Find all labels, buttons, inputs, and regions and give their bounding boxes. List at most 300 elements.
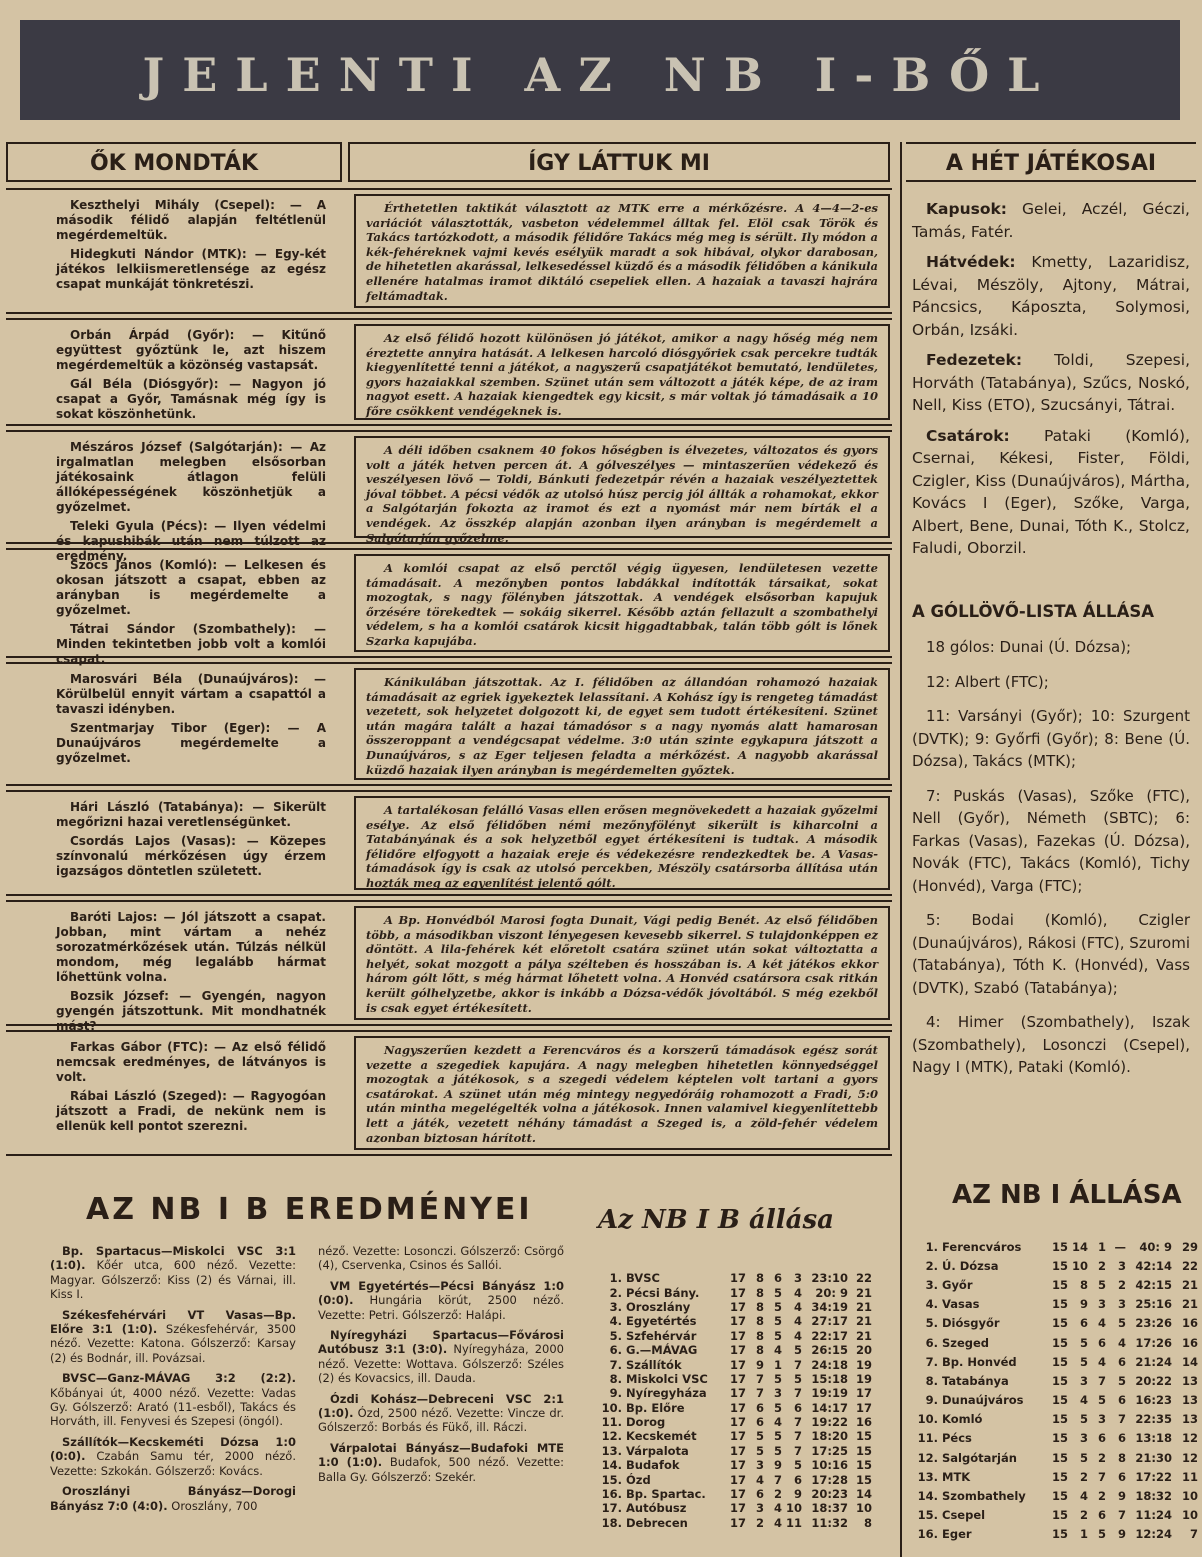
standings-cell: 20: [856, 1343, 873, 1358]
coach-quote: Szőcs János (Komló): — Lelkesen és okosan játszott a csapat, ebben az arányban is megérdemelte a győzelmet.: [56, 558, 326, 617]
standings-cell: 15: [1051, 1316, 1068, 1331]
standings-cell: 6: [1098, 1431, 1107, 1446]
standings-cell: 17:28: [811, 1472, 849, 1487]
standings-row: [598, 1300, 874, 1314]
team-name: Nyíregyháza: [626, 1386, 707, 1401]
standings-cell: 1: [773, 1357, 782, 1372]
match-row: [6, 900, 892, 1033]
match-result-body: Kőbányai út, 4000 néző. Vezette: Vadas Gy. Gólszerző: Arató (11-esből), Takács és Horváth, ill. Fenyvesi és Szepesi (öngól).: [50, 1385, 296, 1429]
standings-cell: 14:17: [811, 1400, 849, 1415]
standings-cell: 15: [1051, 1527, 1068, 1542]
standings-row: [914, 1371, 1200, 1390]
standings-cell: 17: [729, 1314, 746, 1329]
standings-cell: 3: [794, 1271, 803, 1286]
match-report: Kánikulában játszottak. Az I. félidőben az állandóan rohamozó hazaiak támadásait az egriek igyekeztek lelassítani. A Kohász így is rengeteg támadást vezetett, sok helyzetet dolgozott ki, de egyet sem tudott értékesíteni. Szünet után magára talált a hazai támadósor s a nagy nyomás alatt hamarosan összeroppant a vendégcsapat védelme. 3:0 után szinte egykapura játszott a Dunaújváros, s az Eger teljesen feladta a mérkőzést. A nagyobb akarással küzdő hazaiak ilyen arányban is megérdemelten győztek.: [354, 668, 890, 780]
match-row: [6, 318, 892, 426]
standings-cell: 21: [856, 1328, 873, 1343]
standings-cell: 4.: [609, 1314, 622, 1329]
standings-cell: 4: [773, 1415, 782, 1430]
scorer-line: 11: Varsányi (Győr); 10: Szurgent (DVTK); 9: Győrfi (Győr); 8: Bene (Ú. Dózsa), Takács (MTK);: [912, 707, 1190, 770]
standings-cell: 4: [794, 1314, 803, 1329]
match-row: [6, 1030, 892, 1156]
standings-cell: 3: [1098, 1297, 1107, 1312]
coach-quotes: [56, 672, 326, 770]
team-name: Kecskemét: [626, 1429, 697, 1444]
standings-cell: 15: [1051, 1239, 1068, 1254]
standings-cell: 3: [1118, 1258, 1127, 1273]
match-result: [50, 1244, 296, 1302]
standings-cell: 7: [1118, 1412, 1127, 1427]
standings-cell: 10: [856, 1501, 873, 1516]
scorers-title: A GÓLLÖVŐ-LISTA ÁLLÁSA: [912, 602, 1154, 621]
standings-row: [914, 1525, 1200, 1544]
standings-cell: 8: [1118, 1450, 1127, 1465]
match-result-body: Czabán Samu tér, 2000 néző. Vezette: Szkokán. Gólszerző: Kovács.: [50, 1449, 296, 1478]
standings-cell: 4: [755, 1472, 764, 1487]
standings-cell: 4: [1098, 1354, 1107, 1369]
standings-cell: 40: 9: [1139, 1239, 1173, 1254]
standings-cell: 17: [729, 1386, 746, 1401]
team-name: Szállítók: [626, 1357, 682, 1372]
standings-cell: 20:22: [1135, 1373, 1173, 1388]
standings-cell: 16: [1182, 1316, 1199, 1331]
standings-cell: 7: [794, 1415, 803, 1430]
standings-cell: 21: [856, 1285, 873, 1300]
match-result-body: Ózd, 2500 néző. Vezette: Vincze dr. Gólszerző: Borbás és Fükő, ill. Ráczi.: [318, 1406, 565, 1435]
coach-quote: Csordás Lajos (Vasas): — Közepes színvonalú mérkőzésen úgy érzem igazságos döntetlen született.: [56, 834, 326, 878]
standings-cell: 8.: [925, 1373, 938, 1388]
team-name: MTK: [942, 1469, 971, 1484]
standings-cell: 2: [1098, 1450, 1107, 1465]
standings-cell: 5: [1080, 1450, 1089, 1465]
standings-cell: 17: [729, 1357, 746, 1372]
standings-cell: 15.: [917, 1508, 938, 1523]
standings-cell: 6: [794, 1400, 803, 1415]
match-result-head: Székesfehérvári VT Vasas—Bp. Előre 3:1 (1:0).: [50, 1307, 296, 1337]
standings-cell: 13.: [917, 1469, 938, 1484]
standings-cell: 4: [773, 1343, 782, 1358]
standings-cell: 21:30: [1135, 1450, 1173, 1465]
column-header-said: ŐK MONDTÁK: [6, 142, 342, 182]
standings-cell: 14.: [917, 1489, 938, 1504]
standings-cell: 7: [794, 1357, 803, 1372]
standings-row: [914, 1256, 1200, 1275]
standings-row: [598, 1271, 874, 1285]
standings-cell: 5: [773, 1429, 782, 1444]
standings-cell: 15: [1051, 1508, 1068, 1523]
scorer-line: 12: Albert (FTC);: [926, 672, 1049, 691]
team-name: Autóbusz: [626, 1501, 687, 1516]
scorer-line: 18 gólos: Dunai (Ú. Dózsa);: [926, 638, 1132, 656]
team-name: Szfehérvár: [626, 1328, 697, 1343]
team-name: Csepel: [942, 1508, 986, 1523]
standings-cell: 19:19: [811, 1386, 849, 1401]
standings-row: [598, 1401, 874, 1415]
match-result: [50, 1435, 296, 1478]
standings-cell: 22: [856, 1271, 873, 1286]
standings-cell: 15: [1051, 1489, 1068, 1504]
standings-cell: 12:24: [1135, 1527, 1173, 1542]
standings-cell: 6.: [609, 1343, 622, 1358]
standings-cell: 7: [1190, 1527, 1199, 1542]
standings-cell: 8: [755, 1343, 764, 1358]
standings-row: [598, 1472, 874, 1486]
standings-cell: 5.: [609, 1328, 622, 1343]
standings-cell: 6: [1080, 1316, 1089, 1331]
standings-cell: 17: [729, 1458, 746, 1473]
standings-row: [598, 1429, 874, 1443]
standings-cell: 17: [729, 1271, 746, 1286]
standings-cell: 7: [1098, 1469, 1107, 1484]
standings-cell: 10.: [601, 1400, 622, 1415]
standings-cell: 3: [755, 1458, 764, 1473]
standings-cell: 9.: [609, 1386, 622, 1401]
team-name: Várpalota: [626, 1443, 689, 1458]
nbi-standings-table: [914, 1237, 1200, 1544]
standings-cell: 5: [1098, 1277, 1107, 1292]
standings-cell: 17.: [601, 1501, 622, 1516]
coach-quote: Marosvári Béla (Dunaújváros): — Körülbelül ennyit vártam a csapattól a tavaszi idényben.: [56, 672, 326, 716]
standings-cell: 4: [794, 1285, 803, 1300]
standings-cell: 15: [856, 1458, 873, 1473]
player-group-names: Kmetty, Lazaridisz, Lévai, Mészöly, Ajtony, Mátrai, Páncsics, Káposzta, Solymosi, Orbán, Izsáki.: [912, 253, 1190, 339]
standings-cell: 22:35: [1135, 1412, 1173, 1427]
standings-cell: 15: [1051, 1431, 1068, 1446]
standings-cell: 4: [1118, 1335, 1127, 1350]
standings-cell: 42:14: [1135, 1258, 1173, 1273]
standings-cell: 7: [1118, 1508, 1127, 1523]
standings-cell: 18:32: [1135, 1489, 1173, 1504]
standings-cell: 10: [786, 1501, 803, 1516]
match-result-head: Várpalotai Bányász—Budafoki MTE 1:0 (1:0).: [318, 1440, 564, 1470]
standings-cell: 27:17: [811, 1314, 849, 1329]
standings-cell: 5: [755, 1429, 764, 1444]
standings-cell: 6: [794, 1472, 803, 1487]
standings-cell: 7: [1098, 1373, 1107, 1388]
team-name: Vasas: [942, 1297, 980, 1312]
standings-cell: 1: [1080, 1527, 1089, 1542]
standings-cell: 4: [773, 1501, 782, 1516]
standings-cell: 9: [773, 1458, 782, 1473]
standings-cell: 7: [755, 1386, 764, 1401]
nbib-table-title: Az NB I B állása: [598, 1205, 834, 1235]
match-result-body: Nyíregyháza, 2000 néző. Vezette: Wottava. Gólszerző: Széles (2) és Kovacsics, ill. Dauda.: [318, 1342, 564, 1386]
team-name: Bp. Honvéd: [942, 1354, 1017, 1369]
standings-cell: 14: [856, 1487, 873, 1502]
standings-cell: 23:26: [1135, 1316, 1173, 1331]
coach-quote: Bozsik József: — Gyengén, nagyon gyengén játszottunk. Mit mondhatnék mást?: [56, 989, 326, 1033]
standings-cell: 10: [1072, 1258, 1089, 1273]
standings-cell: 4: [773, 1515, 782, 1530]
standings-row: [914, 1391, 1200, 1410]
nbi-table-title: AZ NB I ÁLLÁSA: [952, 1180, 1182, 1210]
standings-cell: 15: [1051, 1258, 1068, 1273]
team-name: Szombathely: [942, 1489, 1026, 1504]
match-result-head: BVSC—Ganz-MÁVAG 3:2 (2:2).: [62, 1371, 296, 1386]
standings-cell: 15: [1051, 1297, 1068, 1312]
standings-cell: 17: [729, 1299, 746, 1314]
standings-cell: 5: [773, 1371, 782, 1386]
standings-cell: 5: [773, 1314, 782, 1329]
standings-cell: 20:23: [811, 1487, 849, 1502]
standings-cell: 15.: [601, 1472, 622, 1487]
standings-cell: 6: [755, 1487, 764, 1502]
scorer-line: 5: Bodai (Komló), Czigler (Dunaújváros), Rákosi (FTC), Szuromi (Tatabánya), Tóth K. (Honvéd), Vass (DVTK), Szabó (Tatabánya);: [912, 911, 1190, 997]
player-group-label: Hátvédek:: [926, 253, 1016, 271]
standings-cell: 5: [773, 1285, 782, 1300]
standings-cell: 17: [729, 1515, 746, 1530]
standings-cell: 1: [1098, 1239, 1107, 1254]
standings-row: [598, 1415, 874, 1429]
standings-cell: —: [1114, 1239, 1127, 1254]
coach-quote: Gál Béla (Diósgyőr): — Nagyon jó csapat a Győr, Tamásnak még így is sokat köszönhetünk.: [56, 377, 326, 421]
standings-cell: 17: [856, 1386, 873, 1401]
standings-cell: 6: [755, 1415, 764, 1430]
team-name: Pécsi Bány.: [626, 1285, 700, 1300]
coach-quote: Keszthelyi Mihály (Csepel): — A második félidő alapján feltétlenül megérdemeltük.: [56, 198, 326, 242]
standings-cell: 15: [1051, 1450, 1068, 1465]
match-result-body: néző. Vezette: Losonczi. Gólszerző: Csörgő (4), Cservenka, Csinos és Sallói.: [318, 1244, 564, 1273]
standings-cell: 3: [1118, 1297, 1127, 1312]
standings-cell: 6: [1098, 1335, 1107, 1350]
coach-quotes: [56, 1040, 326, 1138]
standings-cell: 1.: [609, 1271, 622, 1286]
match-result-head: Bp. Spartacus—Miskolci VSC 3:1 (1:0).: [50, 1244, 296, 1273]
nbib-results-title: AZ NB I B EREDMÉNYEI: [86, 1192, 533, 1227]
standings-cell: 5: [1118, 1316, 1127, 1331]
standings-cell: 2: [1098, 1258, 1107, 1273]
match-report: Az első félidő hozott különösen jó játékot, amikor a nagy hőség még nem éreztette annyira hatását. A lelkesen harcoló diósgyőriek csak percekre tudták kiegyenlítetté tenni a játékot, a nagyszerű csapatjátékot bemutató, lendületes, gyors hazaiakkal szemben. Szünet után sem változott a játék képe, de az iram nagyot esett. A hazaiak kiengedtek egy kicsit, s már voltak jó támadásaik a 10 főre csökkent vendégeknek is.: [354, 324, 890, 420]
team-name: Ú. Dózsa: [942, 1258, 999, 1273]
team-name: Ferencváros: [942, 1239, 1022, 1254]
standings-cell: 13: [1182, 1373, 1199, 1388]
scorers-list: [912, 636, 1190, 1091]
team-name: BVSC: [626, 1271, 660, 1286]
team-name: Komló: [942, 1412, 983, 1427]
standings-cell: 7.: [609, 1357, 622, 1372]
standings-cell: 4: [794, 1299, 803, 1314]
standings-cell: 5: [1080, 1335, 1089, 1350]
standings-cell: 5: [773, 1299, 782, 1314]
match-result: [50, 1484, 296, 1513]
standings-cell: 2: [1080, 1469, 1089, 1484]
match-result: [318, 1279, 564, 1322]
match-result-head: Oroszlányi Bányász—Dorogi Bányász 7:0 (4:0).: [50, 1484, 296, 1513]
standings-cell: 19:22: [811, 1415, 849, 1430]
standings-cell: 21:24: [1135, 1354, 1173, 1369]
standings-row: [598, 1487, 874, 1501]
standings-cell: 4.: [925, 1297, 938, 1312]
standings-cell: 1.: [925, 1239, 938, 1254]
standings-cell: 12: [1182, 1450, 1199, 1465]
standings-cell: 15: [856, 1472, 873, 1487]
standings-cell: 21: [856, 1299, 873, 1314]
standings-cell: 15: [1051, 1393, 1068, 1408]
match-report: Érthetetlen taktikát választott az MTK erre a mérkőzésre. A 4—4—2-es variációt választották, vasbeton védelemmel álltak fel. Elöl csak Török és Takács tartózkodott, a második félidőre Takács még meg is sérült. Ily módon a kék-fehéreknek vajmi kevés esélyük maradt a sok hibával, olykor darabosan, de hihetetlen akarással, lelkesedéssel küzdő és a második félidőben a kánikula ellenére hatalmas iramot diktáló csepeliek ellen. A hazaiak a tavaszi hajrára feltámadtak.: [354, 194, 890, 308]
player-group-names: Toldi, Szepesi, Horváth (Tatabánya), Szűcs, Noskó, Nell, Kiss (ETO), Szucsányi, Tátrai.: [912, 351, 1190, 414]
team-name: Bp. Spartac.: [626, 1487, 706, 1502]
match-report: A komlói csapat az első perctől végig ügyesen, lendületesen vezette támadásait. A mezőnyben pontos labdákkal indították társaikat, sokat mozogtak, s nagy fölényben játszottak. A vendégek elsősorban kapujuk őrzésére törekedtek — sokáig sikerrel. Később aztán fellazult a szombathelyi védelem, s ha a komlói csatárok kicsit higgadtabbak, talán több gólt is lőnek Szarka kapujába.: [354, 554, 890, 652]
standings-cell: 5: [1098, 1393, 1107, 1408]
standings-cell: 14.: [601, 1458, 622, 1473]
standings-cell: 10:16: [811, 1458, 849, 1473]
standings-cell: 2.: [609, 1285, 622, 1300]
standings-cell: 13: [1182, 1412, 1199, 1427]
match-result-body: Oroszlány, 700: [171, 1498, 258, 1513]
standings-cell: 15: [856, 1429, 873, 1444]
team-name: Eger: [942, 1527, 972, 1542]
standings-cell: 17: [729, 1487, 746, 1502]
standings-cell: 3: [1080, 1431, 1089, 1446]
standings-cell: 7: [773, 1472, 782, 1487]
column-header-players: A HÉT JÁTÉKOSAI: [906, 142, 1196, 182]
scorer-line: 7: Puskás (Vasas), Szőke (FTC), Nell (Győr), Németh (SBTC); 6: Farkas (Vasas), Fazekas (Ú. Dózsa), Novák (FTC), Takács (Komló), Tichy (Honvéd), Varga (FTC);: [912, 786, 1190, 895]
standings-row: [914, 1467, 1200, 1486]
match-result: [318, 1392, 564, 1435]
results-column-1: [50, 1244, 296, 1519]
standings-row: [598, 1357, 874, 1371]
standings-cell: 18.: [601, 1515, 622, 1530]
player-group-names: Pataki (Komló), Csernai, Kékesi, Fister, Földi, Czigler, Kiss (Dunaújváros), Mártha, Kovács I (Eger), Szőke, Varga, Albert, Bene, Dunai, Tóth K., Stolcz, Faludi, Oborzil.: [912, 426, 1190, 557]
team-name: Ózd: [626, 1472, 651, 1487]
match-result: [318, 1328, 564, 1386]
standings-cell: 9: [755, 1357, 764, 1372]
standings-cell: 18:20: [811, 1429, 849, 1444]
standings-cell: 11: [1182, 1469, 1199, 1484]
match-result: [50, 1371, 296, 1429]
standings-cell: 18:37: [811, 1501, 849, 1516]
standings-cell: 6: [1118, 1354, 1127, 1369]
standings-cell: 9.: [925, 1393, 938, 1408]
match-result-body: Kőér utca, 600 néző. Vezette: Magyar. Gólszerző: Kiss (2) és Várnai, ill. Kiss I.: [50, 1258, 296, 1302]
player-group-label: Fedezetek:: [926, 351, 1023, 369]
match-result-head: Nyíregyházi Spartacus—Fővárosi Autóbusz 3:1 (3:0).: [318, 1328, 564, 1357]
standings-cell: 5: [1118, 1373, 1127, 1388]
banner-title: JELENTI AZ NB I-BŐL: [142, 48, 1058, 102]
standings-cell: 17: [729, 1328, 746, 1343]
standings-cell: 7: [755, 1371, 764, 1386]
standings-cell: 23:10: [811, 1271, 849, 1286]
match-result: [50, 1308, 296, 1366]
standings-cell: 5: [773, 1400, 782, 1415]
standings-cell: 8: [755, 1285, 764, 1300]
standings-cell: 42:15: [1135, 1277, 1173, 1292]
team-name: Egyetértés: [626, 1314, 697, 1329]
standings-cell: 15: [1051, 1335, 1068, 1350]
standings-cell: 13: [1182, 1393, 1199, 1408]
players-of-week: [912, 198, 1190, 568]
standings-cell: 6.: [925, 1335, 938, 1350]
standings-cell: 4: [794, 1328, 803, 1343]
standings-row: [598, 1343, 874, 1357]
standings-cell: 16.: [601, 1487, 622, 1502]
coach-quote: Szentmarjay Tibor (Eger): — A Dunaújváros megérdemelte a győzelmet.: [56, 721, 326, 765]
standings-cell: 5: [773, 1328, 782, 1343]
standings-cell: 5: [794, 1458, 803, 1473]
match-result-head: Ózdi Kohász—Debreceni VSC 2:1 (1:0).: [318, 1391, 564, 1421]
standings-cell: 24:18: [811, 1357, 849, 1372]
standings-cell: 8: [755, 1328, 764, 1343]
match-result-body: Budafok, 500 néző. Vezette: Balla Gy. Gólszerző: Szekér.: [318, 1455, 565, 1484]
standings-cell: 2: [1080, 1508, 1089, 1523]
standings-row: [914, 1429, 1200, 1448]
standings-cell: 7: [794, 1429, 803, 1444]
standings-cell: 11:24: [1135, 1508, 1173, 1523]
standings-cell: 8: [755, 1299, 764, 1314]
standings-cell: 3.: [609, 1299, 622, 1314]
player-group-names: Gelei, Aczél, Géczi, Tamás, Fatér.: [912, 200, 1190, 241]
standings-cell: 16: [1182, 1335, 1199, 1350]
match-result-head: VM Egyetértés—Pécsi Bányász 1:0 (0:0).: [318, 1278, 564, 1308]
match-report: Nagyszerűen kezdett a Ferencváros és a korszerű támadások egész sorát vezette a szegediek kapujára. A nagy melegben hihetetlen könnyedséggel mozogtak a játékosok, s a szegedi védelem képtelen volt tartani a gyors csatárokat. A szünet után még mintegy negyedóráig rohamozott a Fradi, 5:0 után mintha megelégelték volna a játékosok. Innen valamivel kiegyenlítettebb lett a játék, vezetett néhány támadást a Szeged is, a zöld-fehér védelem azonban biztosan hárított.: [354, 1036, 890, 1150]
team-name: G.—MÁVAG: [626, 1343, 698, 1358]
standings-cell: 25:16: [1135, 1297, 1173, 1312]
standings-cell: 19: [856, 1371, 873, 1386]
standings-cell: 17: [729, 1343, 746, 1358]
standings-row: [598, 1386, 874, 1400]
match-report: A déli időben csaknem 40 fokos hőségben is élvezetes, változatos és gyors volt a játék hetven percen át. A gólveszélyes — mintaszerűen védekező és veszélyesen lövő — Toldi, Bánkuti fedezetpár révén a hazaiak veszélyeztettek jóval többet. A pécsi védők az utolsó húsz percig jól állták a rohamokat, ekkor a Salgótarján fokozta az iramot és ezt a nyomást már nem bírták el a vendégek. Az összkép alapján azonban ilyen arányban is megérdemelt a Salgótarján győzelme.: [354, 436, 890, 538]
match-result: [318, 1244, 564, 1273]
standings-row: [914, 1237, 1200, 1256]
standings-row: [598, 1314, 874, 1328]
standings-cell: 17: [729, 1415, 746, 1430]
standings-cell: 16.: [917, 1527, 938, 1542]
standings-cell: 15: [1051, 1412, 1068, 1427]
standings-cell: 5: [1080, 1354, 1089, 1369]
standings-cell: 22:17: [811, 1328, 849, 1343]
standings-cell: 4: [1098, 1316, 1107, 1331]
standings-row: [598, 1372, 874, 1386]
standings-row: [914, 1295, 1200, 1314]
standings-cell: 26:15: [811, 1343, 849, 1358]
standings-cell: 6: [1118, 1469, 1127, 1484]
team-name: Miskolci VSC: [626, 1371, 708, 1386]
coach-quote: Rábai László (Szeged): — Ragyogóan játszott a Fradi, de nekünk nem is ellenük kell pontot szerezni.: [56, 1089, 326, 1133]
standings-cell: 9: [1080, 1297, 1089, 1312]
standings-cell: 5: [755, 1443, 764, 1458]
standings-cell: 3: [773, 1386, 782, 1401]
standings-cell: 19: [856, 1357, 873, 1372]
standings-cell: 29: [1182, 1239, 1199, 1254]
standings-cell: 22: [1182, 1258, 1199, 1273]
standings-row: [598, 1516, 874, 1530]
coach-quotes: [56, 800, 326, 883]
results-column-2: [318, 1244, 564, 1490]
standings-cell: 4: [1080, 1393, 1089, 1408]
team-name: Salgótarján: [942, 1450, 1017, 1465]
scorer-line: 4: Himer (Szombathely), Iszak (Szombathely), Losonczi (Csepel), Nagy I (MTK), Pataki (Komló).: [912, 1013, 1190, 1076]
standings-cell: 5: [794, 1343, 803, 1358]
team-name: Dorog: [626, 1415, 666, 1430]
standings-cell: 6: [1098, 1508, 1107, 1523]
standings-cell: 10: [1182, 1489, 1199, 1504]
standings-cell: 8: [1080, 1277, 1089, 1292]
standings-cell: 2.: [925, 1258, 938, 1273]
standings-cell: 17: [729, 1443, 746, 1458]
standings-row: [598, 1285, 874, 1299]
standings-cell: 13:18: [1135, 1431, 1173, 1446]
standings-cell: 6: [1118, 1393, 1127, 1408]
coach-quote: Tátrai Sándor (Szombathely): — Minden tekintetben jobb volt a komlói csapat.: [56, 622, 326, 666]
standings-cell: 15: [856, 1443, 873, 1458]
team-name: Szeged: [942, 1335, 990, 1350]
nbib-standings-table: [598, 1271, 874, 1530]
column-header-seen: ÍGY LÁTTUK MI: [348, 142, 890, 182]
standings-cell: 13.: [601, 1443, 622, 1458]
match-row: [6, 188, 892, 314]
standings-cell: 5: [794, 1371, 803, 1386]
standings-cell: 15: [1051, 1277, 1068, 1292]
